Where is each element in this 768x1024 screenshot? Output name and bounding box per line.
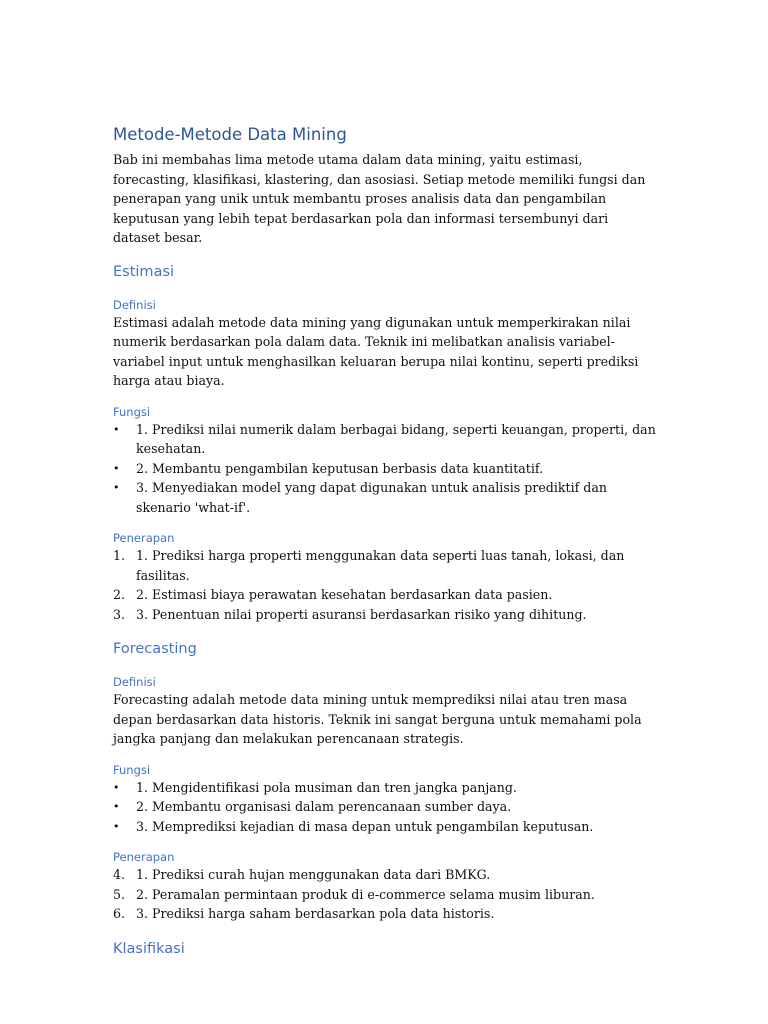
list-item-text: 2. Peramalan permintaan produk di e-commerce selama musim liburan.: [136, 886, 595, 902]
bullet-icon: •: [113, 481, 120, 494]
list-item-text: 3. Menyediakan model yang dapat digunakan untuk analisis prediktif dan skenario 'what-if'.: [136, 480, 607, 515]
bullet-icon: •: [113, 422, 120, 436]
section-heading-estimasi: Estimasi: [113, 263, 175, 280]
list-item-text: 1. Prediksi nilai numerik dalam berbagai bidang, seperti keuangan, properti, dan kesehatan.: [136, 421, 656, 456]
list-item: [113, 885, 658, 905]
intro-paragraph: Bab ini membahas lima metode utama dalam data mining, yaitu estimasi, forecasting, klasifikasi, klastering, dan asosiasi. Setiap metode memiliki fungsi dan penerapan yang unik untuk membantu proses analisis data dan pengambilan keputusan yang lebih tepat berdasarkan pola dan informasi tersembunyi dari dataset besar.: [113, 152, 646, 245]
list-item: [113, 778, 658, 798]
definisi-paragraph: Forecasting adalah metode data mining untuk memprediksi nilai atau tren masa depan berdasarkan data historis. Teknik ini sangat berguna untuk memahami pola jangka panjang dan melakukan perencanaan strategis.: [113, 692, 642, 746]
bullet-icon: •: [113, 800, 120, 813]
fungsi-list: [113, 420, 658, 518]
list-number: 5.: [113, 886, 126, 902]
list-item-text: 3. Penentuan nilai properti asuransi berdasarkan risiko yang dihitung.: [136, 606, 587, 622]
bullet-icon: •: [113, 461, 120, 475]
subheading-fungsi: Fungsi: [113, 762, 151, 777]
subheading-penerapan: Penerapan: [113, 850, 175, 864]
page-title: Metode-Metode Data Mining: [113, 125, 347, 144]
list-item: [113, 420, 658, 459]
definisi-paragraph: Estimasi adalah metode data mining yang digunakan untuk memperkirakan nilai numerik berdasarkan pola dalam data. Teknik ini melibatkan analisis variabel-variabel input untuk menghasilkan keluaran berupa nilai kontinu, seperti prediksi harga atau biaya.: [113, 314, 639, 388]
list-item: [113, 865, 658, 885]
list-item: [113, 817, 658, 837]
list-number: 3.: [113, 606, 126, 622]
document-content: [113, 124, 658, 959]
bullet-icon: •: [113, 780, 120, 794]
list-number: 2.: [113, 587, 126, 602]
section-heading-forecasting: Forecasting: [113, 641, 197, 657]
list-item: [113, 478, 658, 517]
list-item: [113, 797, 658, 817]
subheading-definisi: Definisi: [113, 297, 156, 312]
list-item-text: 1. Prediksi harga properti menggunakan data seperti luas tanah, lokasi, dan fasilitas.: [136, 548, 625, 583]
list-item-text: 1. Prediksi curah hujan menggunakan data dari BMKG.: [136, 867, 491, 882]
penerapan-list: [113, 865, 658, 924]
subheading-definisi: Definisi: [113, 675, 156, 689]
subheading-penerapan: Penerapan: [113, 531, 175, 545]
penerapan-list: [113, 546, 658, 624]
list-item-text: 3. Memprediksi kejadian di masa depan untuk pengambilan keputusan.: [136, 818, 594, 834]
list-item-text: 1. Mengidentifikasi pola musiman dan tren jangka panjang.: [136, 779, 517, 795]
list-number: 1.: [113, 548, 126, 563]
list-item-text: 3. Prediksi harga saham berdasarkan pola data historis.: [136, 906, 495, 921]
list-item: [113, 585, 658, 605]
section-heading-klasifikasi: Klasifikasi: [113, 940, 185, 957]
fungsi-list: [113, 778, 658, 837]
list-number: 4.: [113, 867, 126, 882]
list-item: [113, 459, 658, 479]
bullet-icon: •: [113, 819, 120, 833]
list-item-text: 2. Estimasi biaya perawatan kesehatan berdasarkan data pasien.: [136, 587, 553, 602]
list-number: 6.: [113, 906, 126, 921]
list-item: [113, 605, 658, 625]
subheading-fungsi: Fungsi: [113, 404, 151, 419]
list-item: [113, 546, 658, 585]
list-item-text: 2. Membantu organisasi dalam perencanaan sumber daya.: [136, 799, 512, 814]
list-item-text: 2. Membantu pengambilan keputusan berbasis data kuantitatif.: [136, 460, 544, 476]
list-item: [113, 904, 658, 924]
